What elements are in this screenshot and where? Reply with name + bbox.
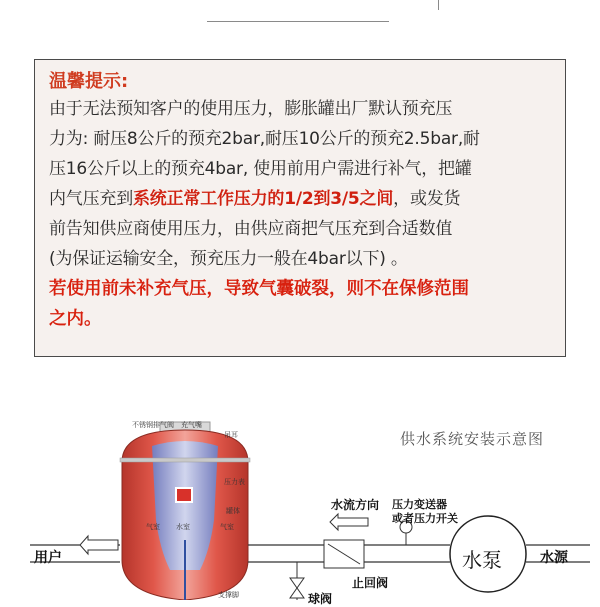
ball-valve-icon [290, 562, 304, 600]
ball-valve-label: 球阀 [308, 592, 333, 606]
notice-title: 温馨提示: [49, 71, 129, 92]
pressure-label-line-2: 或者压力开关 [392, 512, 458, 525]
notice-line-4-highlight: 系统正常工作压力的1/2到3/5之间 [133, 189, 394, 209]
notice-line-3: 压16公斤以上的预充4bar, 使用前用户需进行补气，把罐 [49, 159, 472, 179]
tank-label-air-chamber-left: 气室 [146, 523, 160, 531]
top-tick-mark [438, 0, 439, 10]
notice-line-4 [49, 184, 551, 214]
top-divider [207, 21, 389, 22]
tank-label-bracket: 支撑脚 [218, 591, 239, 599]
pump-label: 水泵 [462, 548, 502, 572]
tank-label-tank-body: 罐体 [226, 507, 240, 515]
notice-warning-2: 之内。 [49, 309, 102, 329]
tank-label-pressure-gauge: 压力表 [224, 478, 245, 486]
check-valve-label: 止回阀 [352, 576, 389, 590]
user-label: 用户 [34, 550, 62, 566]
tank-label-exhaust-valve: 不锈钢排气阀 [132, 421, 174, 429]
notice-line-4-pre: 内气压充到 [49, 189, 133, 209]
user-flow-arrow [80, 536, 118, 554]
flow-direction-label: 水流方向 [331, 498, 380, 512]
source-label: 水源 [540, 550, 568, 566]
tank-label-air-chamber-right: 气室 [220, 523, 234, 531]
check-valve-icon [324, 540, 364, 568]
notice-line-4-post: ，或发货 [393, 189, 461, 209]
pressure-label-line-1: 压力变送器 [392, 498, 447, 511]
diagram-title: 供水系统安装示意图 [400, 430, 545, 448]
notice-box [34, 59, 566, 357]
installation-diagram [0, 400, 600, 600]
tank-label-charge-nozzle: 充气嘴 [181, 421, 202, 429]
notice-line-6: (为保证运输安全，预充压力一般在4bar以下) 。 [49, 249, 408, 269]
flow-direction-arrow [330, 514, 368, 530]
notice-line-5: 前告知供应商使用压力，由供应商把气压充到合适数值 [49, 219, 453, 239]
notice-line-2: 力为: 耐压8公斤的预充2bar,耐压10公斤的预充2.5bar,耐 [49, 129, 480, 149]
notice-line-1: 由于无法预知客户的使用压力，膨胀罐出厂默认预充压 [49, 99, 453, 119]
notice-warning-1: 若使用前未补充气压，导致气囊破裂，则不在保修范围 [49, 279, 469, 299]
tank-label-water-chamber: 水室 [176, 523, 190, 531]
tank-label-lifting-lug: 吊耳 [224, 431, 238, 439]
